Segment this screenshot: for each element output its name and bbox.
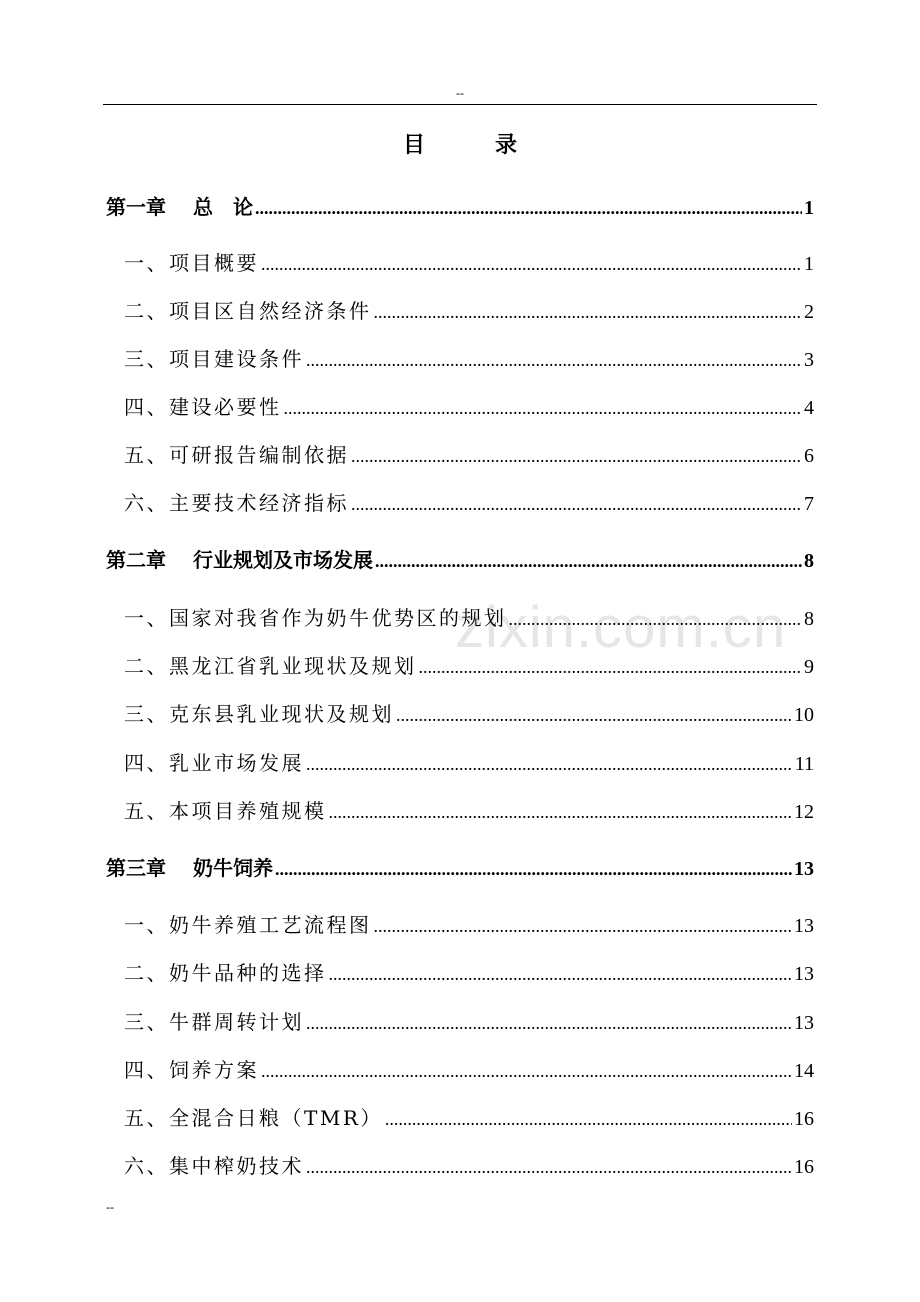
- toc-dot-leader: [275, 854, 792, 884]
- toc-section-entry[interactable]: [124, 651, 814, 682]
- toc-section-entry[interactable]: [124, 1055, 814, 1086]
- toc-section-entry[interactable]: [124, 248, 814, 279]
- toc-chapter-entry[interactable]: [106, 545, 814, 576]
- toc-entry-page-number: 16: [794, 1156, 814, 1178]
- toc-entry-label: 三、牛群周转计划: [124, 1010, 304, 1034]
- toc-title-left: 目: [402, 132, 425, 158]
- toc-section-entry[interactable]: [124, 910, 814, 941]
- toc-entry-page-number: 6: [804, 445, 814, 467]
- toc-entry-label: 二、奶牛品种的选择: [124, 961, 327, 985]
- toc-dot-leader: [509, 604, 803, 634]
- toc-section-entry[interactable]: [124, 344, 814, 375]
- toc-dot-leader: [396, 700, 792, 730]
- toc-dot-leader: [284, 393, 803, 423]
- toc-entry-page-number: 2: [804, 301, 814, 323]
- toc-entry-page-number: 9: [804, 656, 814, 678]
- toc-section-entry[interactable]: [124, 1151, 814, 1182]
- toc-entry-page-number: 13: [794, 915, 814, 937]
- toc-entry-label: 二、黑龙江省乳业现状及规划: [124, 654, 417, 678]
- toc-entry-label: 五、全混合日粮（TMR）: [124, 1106, 383, 1130]
- toc-entry-label: 四、饲养方案: [124, 1058, 259, 1082]
- toc-entry-label: 四、建设必要性: [124, 395, 282, 419]
- toc-entry-page-number: 3: [804, 349, 814, 371]
- toc-entry-label: 第一章 总 论: [106, 195, 253, 219]
- toc-entry-page-number: 11: [794, 753, 814, 775]
- toc-section-entry[interactable]: [124, 748, 814, 779]
- toc-entry-page-number: 16: [794, 1108, 814, 1130]
- toc-section-entry[interactable]: [124, 296, 814, 327]
- toc-entry-label: 一、项目概要: [124, 251, 259, 275]
- toc-dot-leader: [261, 1056, 792, 1086]
- toc-entry-label: 五、可研报告编制依据: [124, 443, 349, 467]
- toc-section-entry[interactable]: [124, 440, 814, 471]
- toc-dot-leader: [261, 249, 802, 279]
- toc-dot-leader: [351, 441, 802, 471]
- toc-entry-page-number: 13: [794, 963, 814, 985]
- toc-entry-label: 一、奶牛养殖工艺流程图: [124, 913, 372, 937]
- toc-dot-leader: [419, 652, 803, 682]
- toc-entry-page-number: 1: [804, 253, 814, 275]
- toc-dot-leader: [306, 1152, 792, 1182]
- toc-entry-page-number: 12: [794, 801, 814, 823]
- toc-section-entry[interactable]: [124, 1007, 814, 1038]
- toc-entry-page-number: 10: [794, 704, 814, 726]
- toc-section-entry[interactable]: [124, 488, 814, 519]
- toc-dot-leader: [255, 193, 802, 223]
- toc-entry-label: 第二章 行业规划及市场发展: [106, 548, 373, 572]
- toc-chapter-entry[interactable]: [106, 192, 814, 223]
- toc-entry-page-number: 14: [794, 1060, 814, 1082]
- toc-section-entry[interactable]: [124, 392, 814, 423]
- footer-mark: --: [106, 1200, 114, 1214]
- header-mark: --: [456, 86, 464, 100]
- toc-section-entry[interactable]: [124, 796, 814, 827]
- toc-section-entry[interactable]: [124, 603, 814, 634]
- toc-entry-label: 六、主要技术经济指标: [124, 491, 349, 515]
- toc-dot-leader: [306, 749, 793, 779]
- toc-entry-page-number: 13: [794, 1012, 814, 1034]
- toc-title: [0, 128, 920, 162]
- toc-dot-leader: [374, 911, 793, 941]
- toc-entry-page-number: 7: [804, 493, 814, 515]
- toc-dot-leader: [329, 797, 793, 827]
- toc-entry-page-number: 13: [794, 858, 814, 880]
- toc-entry-page-number: 4: [804, 397, 814, 419]
- toc-section-entry[interactable]: [124, 699, 814, 730]
- toc-entry-label: 三、克东县乳业现状及规划: [124, 702, 394, 726]
- toc-dot-leader: [385, 1104, 792, 1134]
- toc-entry-label: 二、项目区自然经济条件: [124, 299, 372, 323]
- toc-dot-leader: [329, 959, 793, 989]
- toc-section-entry[interactable]: [124, 1103, 814, 1134]
- toc-entry-label: 四、乳业市场发展: [124, 751, 304, 775]
- toc-entry-label: 五、本项目养殖规模: [124, 799, 327, 823]
- toc-dot-leader: [374, 297, 803, 327]
- toc-title-right: 录: [495, 132, 518, 158]
- header-rule: [103, 104, 817, 105]
- watermark: zixin.com.cn: [455, 595, 787, 660]
- toc-entry-page-number: 8: [804, 608, 814, 630]
- toc-dot-leader: [351, 489, 802, 519]
- toc-dot-leader: [306, 345, 802, 375]
- toc-section-entry[interactable]: [124, 958, 814, 989]
- toc-entry-label: 三、项目建设条件: [124, 347, 304, 371]
- toc-entry-label: 一、国家对我省作为奶牛优势区的规划: [124, 606, 507, 630]
- toc-entry-page-number: 8: [804, 550, 814, 572]
- toc-entry-label: 六、集中榨奶技术: [124, 1154, 304, 1178]
- toc-chapter-entry[interactable]: [106, 853, 814, 884]
- toc-entry-label: 第三章 奶牛饲养: [106, 856, 273, 880]
- toc-dot-leader: [306, 1008, 792, 1038]
- toc-entry-page-number: 1: [804, 197, 814, 219]
- toc-dot-leader: [375, 546, 802, 576]
